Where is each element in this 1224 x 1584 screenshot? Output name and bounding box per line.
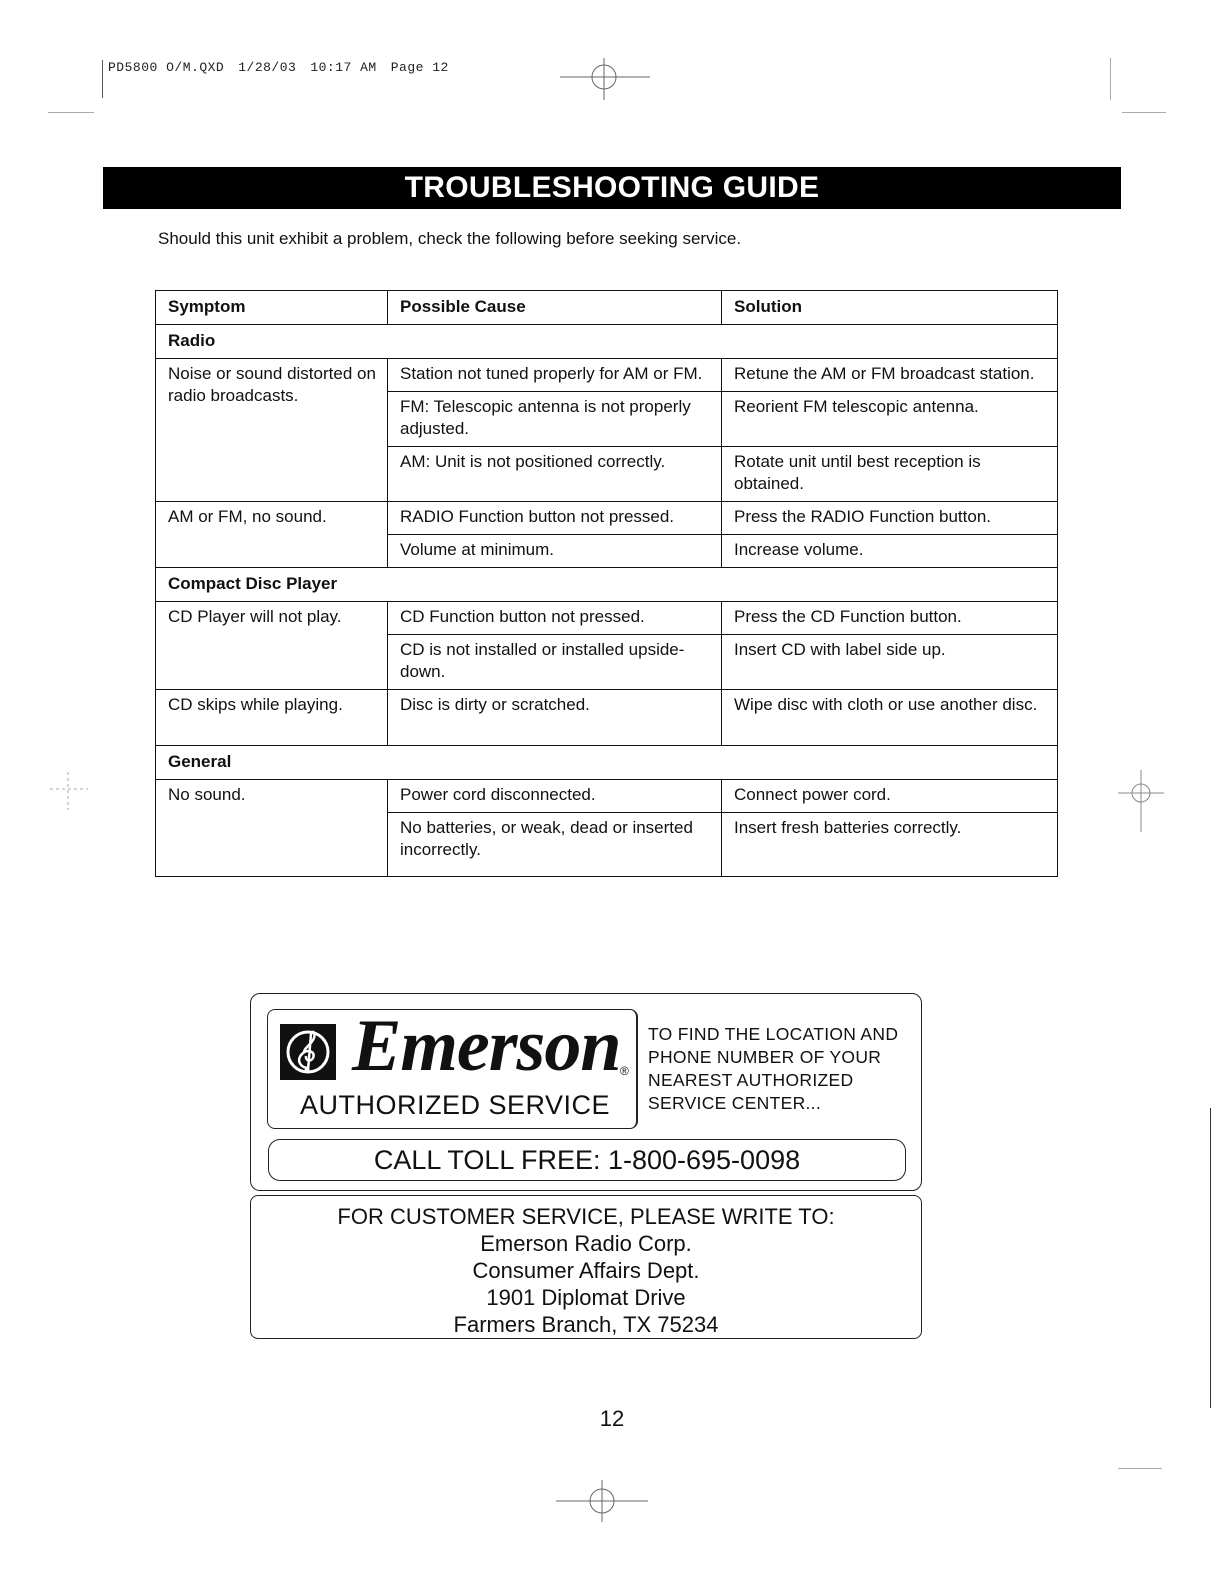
solution-cell: Insert CD with label side up. [722,635,1058,690]
solution-cell: Connect power cord. [722,780,1058,813]
print-slug [108,60,463,75]
page-title: TROUBLESHOOTING GUIDE [103,167,1121,209]
cause-cell: Disc is dirty or scratched. [388,690,722,746]
write-heading: FOR CUSTOMER SERVICE, PLEASE WRITE TO: [337,1204,835,1229]
emerson-wordmark: Emerson [352,1005,621,1087]
registration-mark-right-icon [1118,770,1164,834]
table-row [156,690,1058,746]
header-possible-cause: Possible Cause [388,291,722,325]
find-line: TO FIND THE LOCATION AND [648,1024,899,1044]
emerson-logo-box [267,1005,638,1129]
symptom-cell: CD Player will not play. [156,602,388,690]
solution-cell: Increase volume. [722,535,1058,568]
address-line: Farmers Branch, TX 75234 [453,1312,719,1337]
cause-cell: RADIO Function button not pressed. [388,502,722,535]
edge-line-right [1210,1108,1211,1408]
find-center-text [648,1023,918,1115]
address-line: 1901 Diplomat Drive [486,1285,686,1310]
service-block [250,993,922,1341]
symptom-cell: CD skips while playing. [156,690,388,746]
cause-cell: AM: Unit is not positioned correctly. [388,447,722,502]
crop-mark-top-left [48,112,94,113]
solution-cell: Insert fresh batteries correctly. [722,813,1058,877]
table-row [156,359,1058,392]
cause-cell: CD Function button not pressed. [388,602,722,635]
registration-mark-bottom-icon [556,1478,648,1524]
section-title: General [156,746,1058,780]
slug-page: Page 12 [390,60,449,75]
table-header-row [156,291,1058,325]
registration-mark-top-icon [560,56,650,102]
table-row [156,502,1058,535]
section-row-compact-disc [156,568,1058,602]
section-row-general [156,746,1058,780]
toll-free-number: CALL TOLL FREE: 1-800-695-0098 [268,1139,906,1181]
crop-mark-right-vertical [1110,58,1111,100]
registered-mark: ® [620,1064,629,1078]
find-line: NEAREST AUTHORIZED [648,1070,854,1090]
slug-time: 10:17 AM [310,60,377,75]
slug-left-rule [102,60,103,98]
slug-file: PD5800 O/M.QXD [108,60,225,75]
cause-cell: CD is not installed or installed upside-down. [388,635,722,690]
solution-cell: Wipe disc with cloth or use another disc. [722,690,1058,746]
symptom-cell: AM or FM, no sound. [156,502,388,568]
troubleshooting-table [155,290,1058,877]
section-title: Radio [156,325,1058,359]
treble-clef-emblem-icon [278,1022,338,1082]
symptom-cell: No sound. [156,780,388,877]
table-row [156,780,1058,813]
solution-cell: Retune the AM or FM broadcast station. [722,359,1058,392]
section-title: Compact Disc Player [156,568,1058,602]
registration-mark-left-icon [50,772,90,812]
solution-cell: Press the RADIO Function button. [722,502,1058,535]
header-solution: Solution [722,291,1058,325]
slug-date: 1/28/03 [238,60,297,75]
solution-cell: Reorient FM telescopic antenna. [722,392,1058,447]
address-line: Emerson Radio Corp. [480,1231,692,1256]
page-number: 12 [599,1406,625,1431]
cause-cell: No batteries, or weak, dead or inserted incorrectly. [388,813,722,877]
find-line: SERVICE CENTER... [648,1093,822,1113]
section-row-radio [156,325,1058,359]
authorized-service-label: AUTHORIZED SERVICE [299,1090,611,1120]
header-symptom: Symptom [156,291,388,325]
crop-mark-bottom-right [1118,1468,1162,1469]
cause-cell: Station not tuned properly for AM or FM. [388,359,722,392]
solution-cell: Rotate unit until best reception is obtained. [722,447,1058,502]
solution-cell: Press the CD Function button. [722,602,1058,635]
address-line: Consumer Affairs Dept. [472,1258,700,1283]
symptom-cell: Noise or sound distorted on radio broadcasts. [156,359,388,502]
cause-cell: Power cord disconnected. [388,780,722,813]
intro-text: Should this unit exhibit a problem, check the following before seeking service. [158,229,742,248]
find-line: PHONE NUMBER OF YOUR [648,1047,882,1067]
cause-cell: Volume at minimum. [388,535,722,568]
crop-mark-top-right [1122,112,1166,113]
cause-cell: FM: Telescopic antenna is not properly adjusted. [388,392,722,447]
table-row [156,602,1058,635]
write-to-address [250,1203,922,1338]
